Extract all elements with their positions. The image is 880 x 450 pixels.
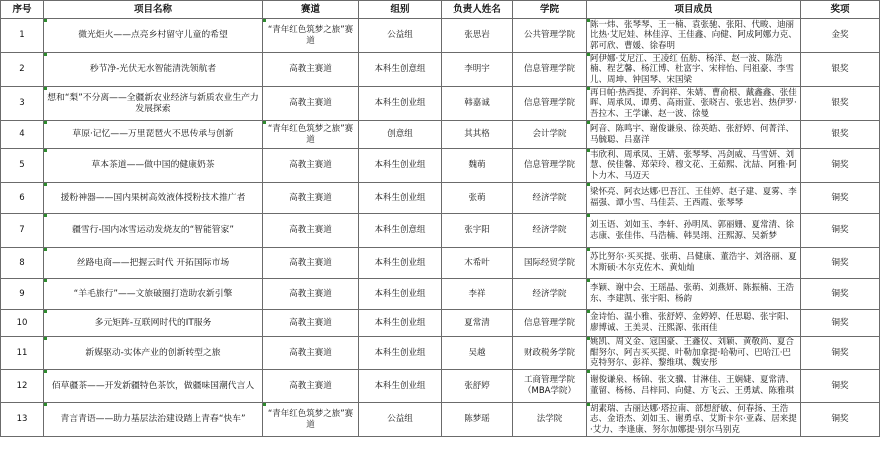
cell-college: 信息管理学院 <box>513 53 587 87</box>
table-row <box>1 279 880 310</box>
cell-leader: 韩嘉诚 <box>442 87 513 121</box>
cell-no: 13 <box>1 403 44 437</box>
cell-college: 经济学院 <box>513 279 587 310</box>
header-award: 奖项 <box>801 1 880 19</box>
cell-members: 梁怀亮、阿衣达娜·巴吾江、王佳婷、赵子建、夏雾、李福强、谭小雪、马佳芸、王西霞、张琴琴 <box>587 183 801 214</box>
cell-members: 阿音、陈鸣宇、谢俊谦泉、徐英皓、张舒婷、何菁洋、马毓聪、吕嘉洋 <box>587 121 801 149</box>
cell-group: 本科生创业组 <box>359 149 442 183</box>
table-row <box>1 337 880 370</box>
cell-college: 工商管理学院（MBA学院） <box>513 370 587 403</box>
table-row <box>1 87 880 121</box>
cell-college: 公共管理学院 <box>513 19 587 53</box>
cell-group: 本科生创业组 <box>359 87 442 121</box>
cell-track: 高教主赛道 <box>263 370 359 403</box>
table-row <box>1 183 880 214</box>
cell-no: 10 <box>1 310 44 337</box>
cell-award: 铜奖 <box>801 149 880 183</box>
cell-no: 9 <box>1 279 44 310</box>
cell-leader: 李明宇 <box>442 53 513 87</box>
cell-project: 想和“梨”不分离——全疆新农业经济与新质农业生产力发展探索 <box>44 87 263 121</box>
cell-college: 国际经贸学院 <box>513 248 587 279</box>
cell-members: 谢俊谦泉、杨锦、张文骥、甘淋佳、王娴婕、夏常清、董留、杨杨、吕梓同、向健、方飞云、王勇斌、陈雅琪 <box>587 370 801 403</box>
cell-project: 秒节净-光伏无水智能清洗领航者 <box>44 53 263 87</box>
cell-college: 信息管理学院 <box>513 149 587 183</box>
cell-leader: 张舒婷 <box>442 370 513 403</box>
cell-award: 铜奖 <box>801 248 880 279</box>
cell-award: 铜奖 <box>801 403 880 437</box>
cell-track: 高教主赛道 <box>263 53 359 87</box>
cell-college: 经济学院 <box>513 183 587 214</box>
header-group: 组别 <box>359 1 442 19</box>
cell-leader: 张宇阳 <box>442 214 513 248</box>
cell-group: 公益组 <box>359 403 442 437</box>
cell-members: 李颖、谢中会、王瑶晶、张萌、刘燕妍、陈振楠、王浩东、李建凯、张宇阳、杨韵 <box>587 279 801 310</box>
table-row <box>1 370 880 403</box>
cell-college: 信息管理学院 <box>513 87 587 121</box>
cell-group: 本科生创业组 <box>359 183 442 214</box>
table-row <box>1 149 880 183</box>
cell-leader: 张萌 <box>442 183 513 214</box>
cell-award: 铜奖 <box>801 214 880 248</box>
table-row <box>1 214 880 248</box>
cell-track: “青年红色筑梦之旅”赛道 <box>263 121 359 149</box>
cell-no: 7 <box>1 214 44 248</box>
cell-leader: 夏常清 <box>442 310 513 337</box>
cell-project: “羊毛旅行”——文旅破圈打造助农新引擎 <box>44 279 263 310</box>
cell-leader: 其其格 <box>442 121 513 149</box>
header-project: 项目名称 <box>44 1 263 19</box>
cell-members: 韦欣利、周承凤、王婧、张琴琴、冯剑威、马雪妍、刘慧、侯佳馨、郑荣玲、穆文花、王茹熙、沈喆、阿雅·阿卜力木、马迈天 <box>587 149 801 183</box>
table-row <box>1 53 880 87</box>
cell-group: 公益组 <box>359 19 442 53</box>
cell-no: 1 <box>1 19 44 53</box>
table-row <box>1 310 880 337</box>
cell-project: 青言青语——助力基层法治建设踏上青春“快车” <box>44 403 263 437</box>
header-leader: 负责人姓名 <box>442 1 513 19</box>
cell-no: 8 <box>1 248 44 279</box>
cell-track: “青年红色筑梦之旅”赛道 <box>263 19 359 53</box>
cell-members: 金诗怡、温小雅、张舒婷、金婷婷、任思聪、张宇阳、廖博诚、王美灵、汪熙源、张雨佳 <box>587 310 801 337</box>
cell-no: 4 <box>1 121 44 149</box>
cell-leader: 吴越 <box>442 337 513 370</box>
table-row <box>1 248 880 279</box>
cell-project: 草原·记忆——万里琵琶火不思传承与创新 <box>44 121 263 149</box>
cell-award: 铜奖 <box>801 370 880 403</box>
cell-leader: 陈梦瑶 <box>442 403 513 437</box>
cell-project: 多元矩阵-互联网时代的IT服务 <box>44 310 263 337</box>
cell-track: 高教主赛道 <box>263 337 359 370</box>
cell-project: 疆雪行-国内冰雪运动发烧友的“智能管家” <box>44 214 263 248</box>
cell-leader: 李祥 <box>442 279 513 310</box>
cell-group: 本科生创意组 <box>359 214 442 248</box>
cell-members: 胡素瑞、古丽达娜·塔拉南、部想舒敏、何春扬、王浩志、金语杰、刘如玉、谢勇卓、艾斯卡尔·亚森、居来提·艾力、李逢康、努尔加娜提·别尔马别克 <box>587 403 801 437</box>
cell-project: 丝路电商——把握云时代 开拓国际市场 <box>44 248 263 279</box>
cell-track: 高教主赛道 <box>263 214 359 248</box>
cell-award: 铜奖 <box>801 337 880 370</box>
cell-group: 本科生创业组 <box>359 337 442 370</box>
cell-no: 11 <box>1 337 44 370</box>
cell-members: 刘玉语、刘如玉、李轩、孙明凤、郭丽姗、夏常清、徐志康、张佳伟、马浩楠、韩昊翊、汪熙源、吴新梦 <box>587 214 801 248</box>
cell-no: 12 <box>1 370 44 403</box>
cell-leader: 木希叶 <box>442 248 513 279</box>
cell-project: 草本茶道——做中国的健康奶茶 <box>44 149 263 183</box>
cell-leader: 张思岩 <box>442 19 513 53</box>
table-header-row <box>1 1 880 19</box>
cell-college: 经济学院 <box>513 214 587 248</box>
cell-track: 高教主赛道 <box>263 310 359 337</box>
cell-no: 3 <box>1 87 44 121</box>
table-row <box>1 403 880 437</box>
cell-college: 信息管理学院 <box>513 310 587 337</box>
cell-project: 佰草疆茶——开发新疆特色茶饮，做疆味国潮代言人 <box>44 370 263 403</box>
cell-college: 法学院 <box>513 403 587 437</box>
cell-group: 本科生创业组 <box>359 279 442 310</box>
cell-members: 再日帕·热西提、乔润祥、朱婧、曹俞根、戴鑫鑫、张佳晖、周承凤、谭勇、高雨萱、张晓吉、张忠岩、热伊罗·吾拉木、王学谦、赵一波、徐曼 <box>587 87 801 121</box>
cell-group: 本科生创意组 <box>359 53 442 87</box>
cell-group: 本科生创业组 <box>359 248 442 279</box>
table-row <box>1 121 880 149</box>
cell-award: 铜奖 <box>801 183 880 214</box>
cell-award: 银奖 <box>801 53 880 87</box>
cell-track: 高教主赛道 <box>263 248 359 279</box>
cell-members: 陈一炜、张琴琴、王一楠、袁张驰、张阳、代畯、迪丽比热·艾尼娃、林佳淳、王佳鑫、向健、阿成阿娜力克、郭可欣、曹媛、徐春明 <box>587 19 801 53</box>
cell-members: 姚凯、周义金、寇国豪、王鑫仪、刘颖、黄敬尚、夏合酣努尔、阿吉买买提、叶勒加拿提·哈勒可、巴哈江·巴克特努尔、彭祥、黎维琪、魏安彤 <box>587 337 801 370</box>
header-college: 学院 <box>513 1 587 19</box>
cell-group: 创意组 <box>359 121 442 149</box>
header-no: 序号 <box>1 1 44 19</box>
cell-award: 金奖 <box>801 19 880 53</box>
cell-project: 援粉神器——国内果树高效液体授粉技术推广者 <box>44 183 263 214</box>
cell-award: 铜奖 <box>801 310 880 337</box>
cell-award: 银奖 <box>801 121 880 149</box>
cell-leader: 魏萌 <box>442 149 513 183</box>
header-members: 项目成员 <box>587 1 801 19</box>
cell-project: 新媒驱动-实体产业的创新转型之旅 <box>44 337 263 370</box>
cell-members: 苏比努尔·买买提、张萌、吕健康、董浩宇、刘洛丽、夏木斯硕·木尔克佐木、黄灿灿 <box>587 248 801 279</box>
cell-group: 本科生创业组 <box>359 370 442 403</box>
cell-members: 阿伊娜·艾尼江、王凌红 伍舫、杨洋、赵一波、陈浩楠、程艺馨、杨江博、杜富宇、宋梓怡、闫祖豪、李雪儿、周坤、钟国琴、宋国梁 <box>587 53 801 87</box>
cell-track: 高教主赛道 <box>263 183 359 214</box>
cell-project: 微光炬火——点亮乡村留守儿童的希望 <box>44 19 263 53</box>
cell-no: 5 <box>1 149 44 183</box>
cell-track: “青年红色筑梦之旅”赛道 <box>263 403 359 437</box>
header-track: 赛道 <box>263 1 359 19</box>
cell-award: 银奖 <box>801 87 880 121</box>
cell-award: 铜奖 <box>801 279 880 310</box>
cell-track: 高教主赛道 <box>263 279 359 310</box>
cell-no: 6 <box>1 183 44 214</box>
cell-no: 2 <box>1 53 44 87</box>
cell-track: 高教主赛道 <box>263 87 359 121</box>
cell-college: 财政税务学院 <box>513 337 587 370</box>
cell-track: 高教主赛道 <box>263 149 359 183</box>
cell-college: 会计学院 <box>513 121 587 149</box>
cell-group: 本科生创业组 <box>359 310 442 337</box>
table-row <box>1 19 880 53</box>
